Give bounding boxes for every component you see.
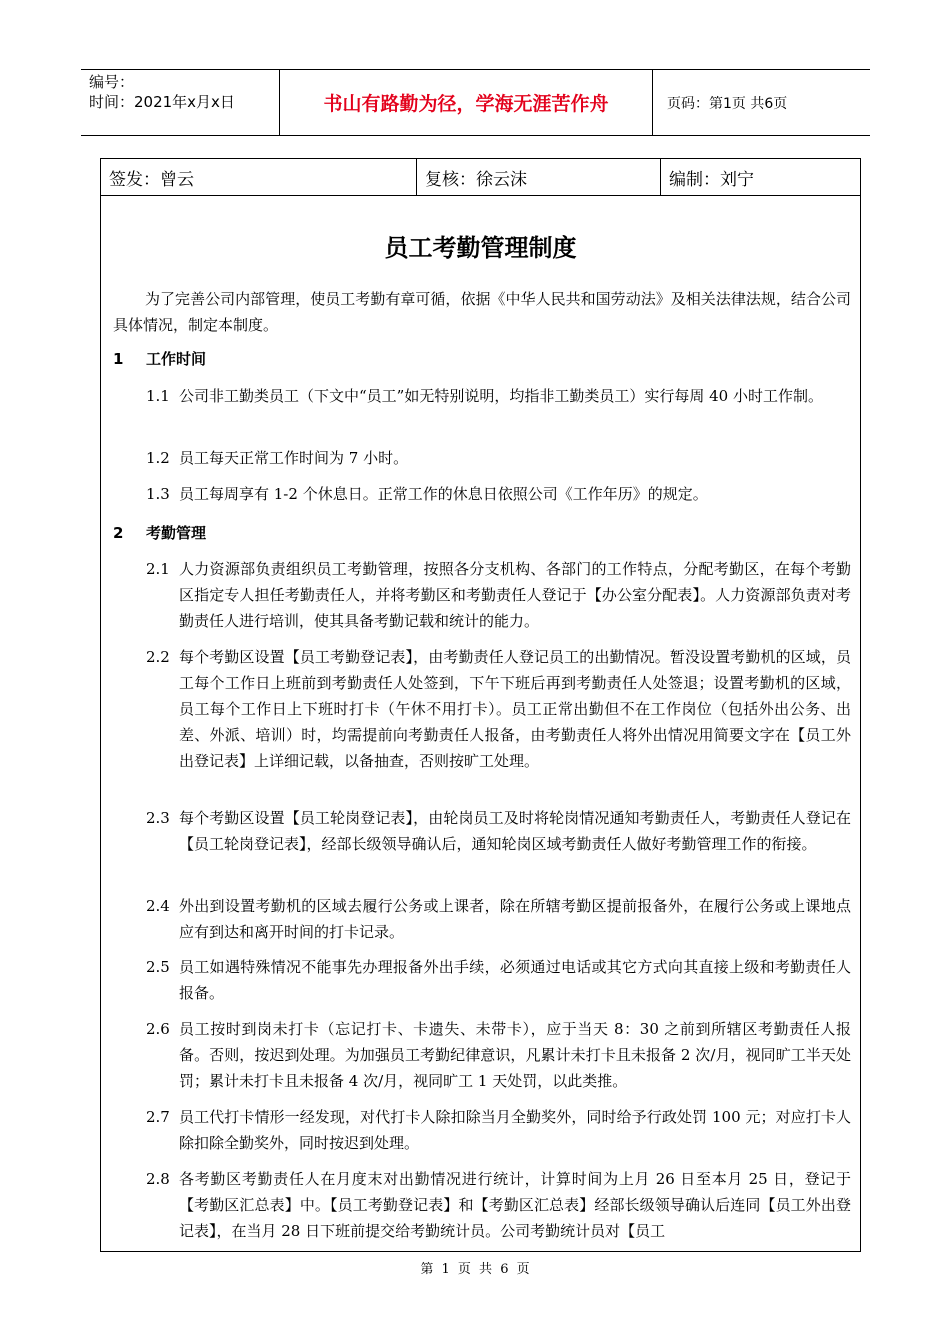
clause-number: 2.6: [146, 1020, 170, 1038]
clause-number: 2.8: [146, 1170, 170, 1188]
section-heading: [113, 348, 206, 369]
clause-text: 各考勤区考勤责任人在月度末对出勤情况进行统计，计算时间为上月 26 日至本月 25 日，登记于【考勤区汇总表】中。【员工考勤登记表】和【考勤区汇总表】经部长级领导确认后连同【员工外出登记表】，在当月 28 日下班前提交给考勤统计员。公司考勤统计员对【员工: [179, 1170, 851, 1240]
reviewer-cell: 复核：徐云沫: [417, 159, 661, 195]
section-title: 工作时间: [146, 350, 207, 368]
clause-text: 员工每天正常工作时间为 7 小时。: [179, 449, 409, 467]
clause-item: [146, 481, 851, 507]
clause-item: [146, 445, 851, 471]
clause-text: 每个考勤区设置【员工轮岗登记表】，由轮岗员工及时将轮岗情况通知考勤责任人，考勤责任人登记在【员工轮岗登记表】，经部长级领导确认后，通知轮岗区域考勤责任人做好考勤管理工作的衔接。: [179, 809, 851, 853]
section-number: 1: [113, 350, 124, 368]
header-page-info: 页码：第1页 共6页: [667, 95, 788, 112]
section-title: 考勤管理: [146, 524, 207, 542]
clause-item: [146, 383, 851, 409]
clause-item: [146, 954, 851, 1006]
clause-item: [146, 556, 851, 634]
section-heading: [113, 522, 206, 543]
clause-number: 2.2: [146, 648, 170, 666]
clause-number: 2.3: [146, 809, 170, 827]
header-motto: 书山有路勤为径，学海无涯苦作舟: [279, 70, 653, 135]
signature-row: [100, 158, 861, 196]
clause-text: 员工如遇特殊情况不能事先办理报备外出手续，必须通过电话或其它方式向其直接上级和考勤责任人报备。: [179, 958, 851, 1002]
clause-item: [146, 1016, 851, 1094]
document-title: 员工考勤管理制度: [384, 234, 577, 262]
section-number: 2: [113, 524, 124, 542]
doc-date-label: 时间：2021年x月x日: [89, 93, 235, 111]
clause-number: 1.1: [146, 387, 170, 405]
clause-number: 2.1: [146, 560, 170, 578]
clause-number: 2.7: [146, 1108, 170, 1126]
clause-text: 公司非工勤类员工（下文中“员工”如无特别说明，均指非工勤类员工）实行每周 40 小时工作制。: [179, 387, 823, 405]
clause-number: 1.3: [146, 485, 170, 503]
clause-text: 员工每周享有 1-2 个休息日。正常工作的休息日依照公司《工作年历》的规定。: [179, 485, 708, 503]
clause-text: 人力资源部负责组织员工考勤管理，按照各分支机构、各部门的工作特点，分配考勤区，在每个考勤区指定专人担任考勤责任人，并将考勤区和考勤责任人登记于【办公室分配表】。人力资源部负责对考勤责任人进行培训，使其具备考勤记载和统计的能力。: [179, 560, 851, 630]
doc-number-label: 编号：: [89, 73, 135, 91]
clause-text: 外出到设置考勤机的区域去履行公务或上课者，除在所辖考勤区提前报备外，在履行公务或上课地点应有到达和离开时间的打卡记录。: [179, 897, 851, 941]
page-footer: 第 1 页 共 6 页: [420, 1262, 530, 1277]
page-header: [81, 69, 870, 136]
clause-item: [146, 893, 851, 945]
clause-number: 2.4: [146, 897, 170, 915]
clause-text: 每个考勤区设置【员工考勤登记表】，由考勤责任人登记员工的出勤情况。暂没设置考勤机的区域，员工每个工作日上班前到考勤责任人处签到，下午下班后再到考勤责任人处签退；设置考勤机的区域，员工每个工作日上下班时打卡（午休不用打卡）。员工正常出勤但不在工作岗位（包括外出公务、出差、外派、培训）时，均需提前向考勤责任人报备，由考勤责任人将外出情况用简要文字在【员工外出登记表】上详细记载，以备抽查，否则按旷工处理。: [179, 648, 851, 770]
header-meta: [81, 70, 279, 135]
intro-paragraph: 为了完善公司内部管理，使员工考勤有章可循，依据《中华人民共和国劳动法》及相关法律法规，结合公司具体情况，制定本制度。: [113, 290, 851, 334]
clause-item: [146, 805, 851, 857]
compiler-cell: 编制：刘宁: [669, 169, 754, 190]
clause-number: 2.5: [146, 958, 170, 976]
clause-item: [146, 644, 851, 774]
clause-item: [146, 1104, 851, 1156]
clause-text: 员工按时到岗未打卡（忘记打卡、卡遗失、未带卡），应于当天 8：30 之前到所辖区考勤责任人报备。否则，按迟到处理。为加强员工考勤纪律意识，凡累计未打卡且未报备 2 次/月，视同旷工半天处罚；累计未打卡且未报备 4 次/月，视同旷工 1 天处罚，以此类推。: [179, 1020, 851, 1090]
clause-item: [146, 1166, 851, 1244]
clause-text: 员工代打卡情形一经发现，对代打卡人除扣除当月全勤奖外，同时给予行政处罚 100 元；对应打卡人除扣除全勤奖外，同时按迟到处理。: [179, 1108, 851, 1152]
clause-number: 1.2: [146, 449, 170, 467]
issuer-cell: 签发：曾云: [101, 159, 417, 195]
